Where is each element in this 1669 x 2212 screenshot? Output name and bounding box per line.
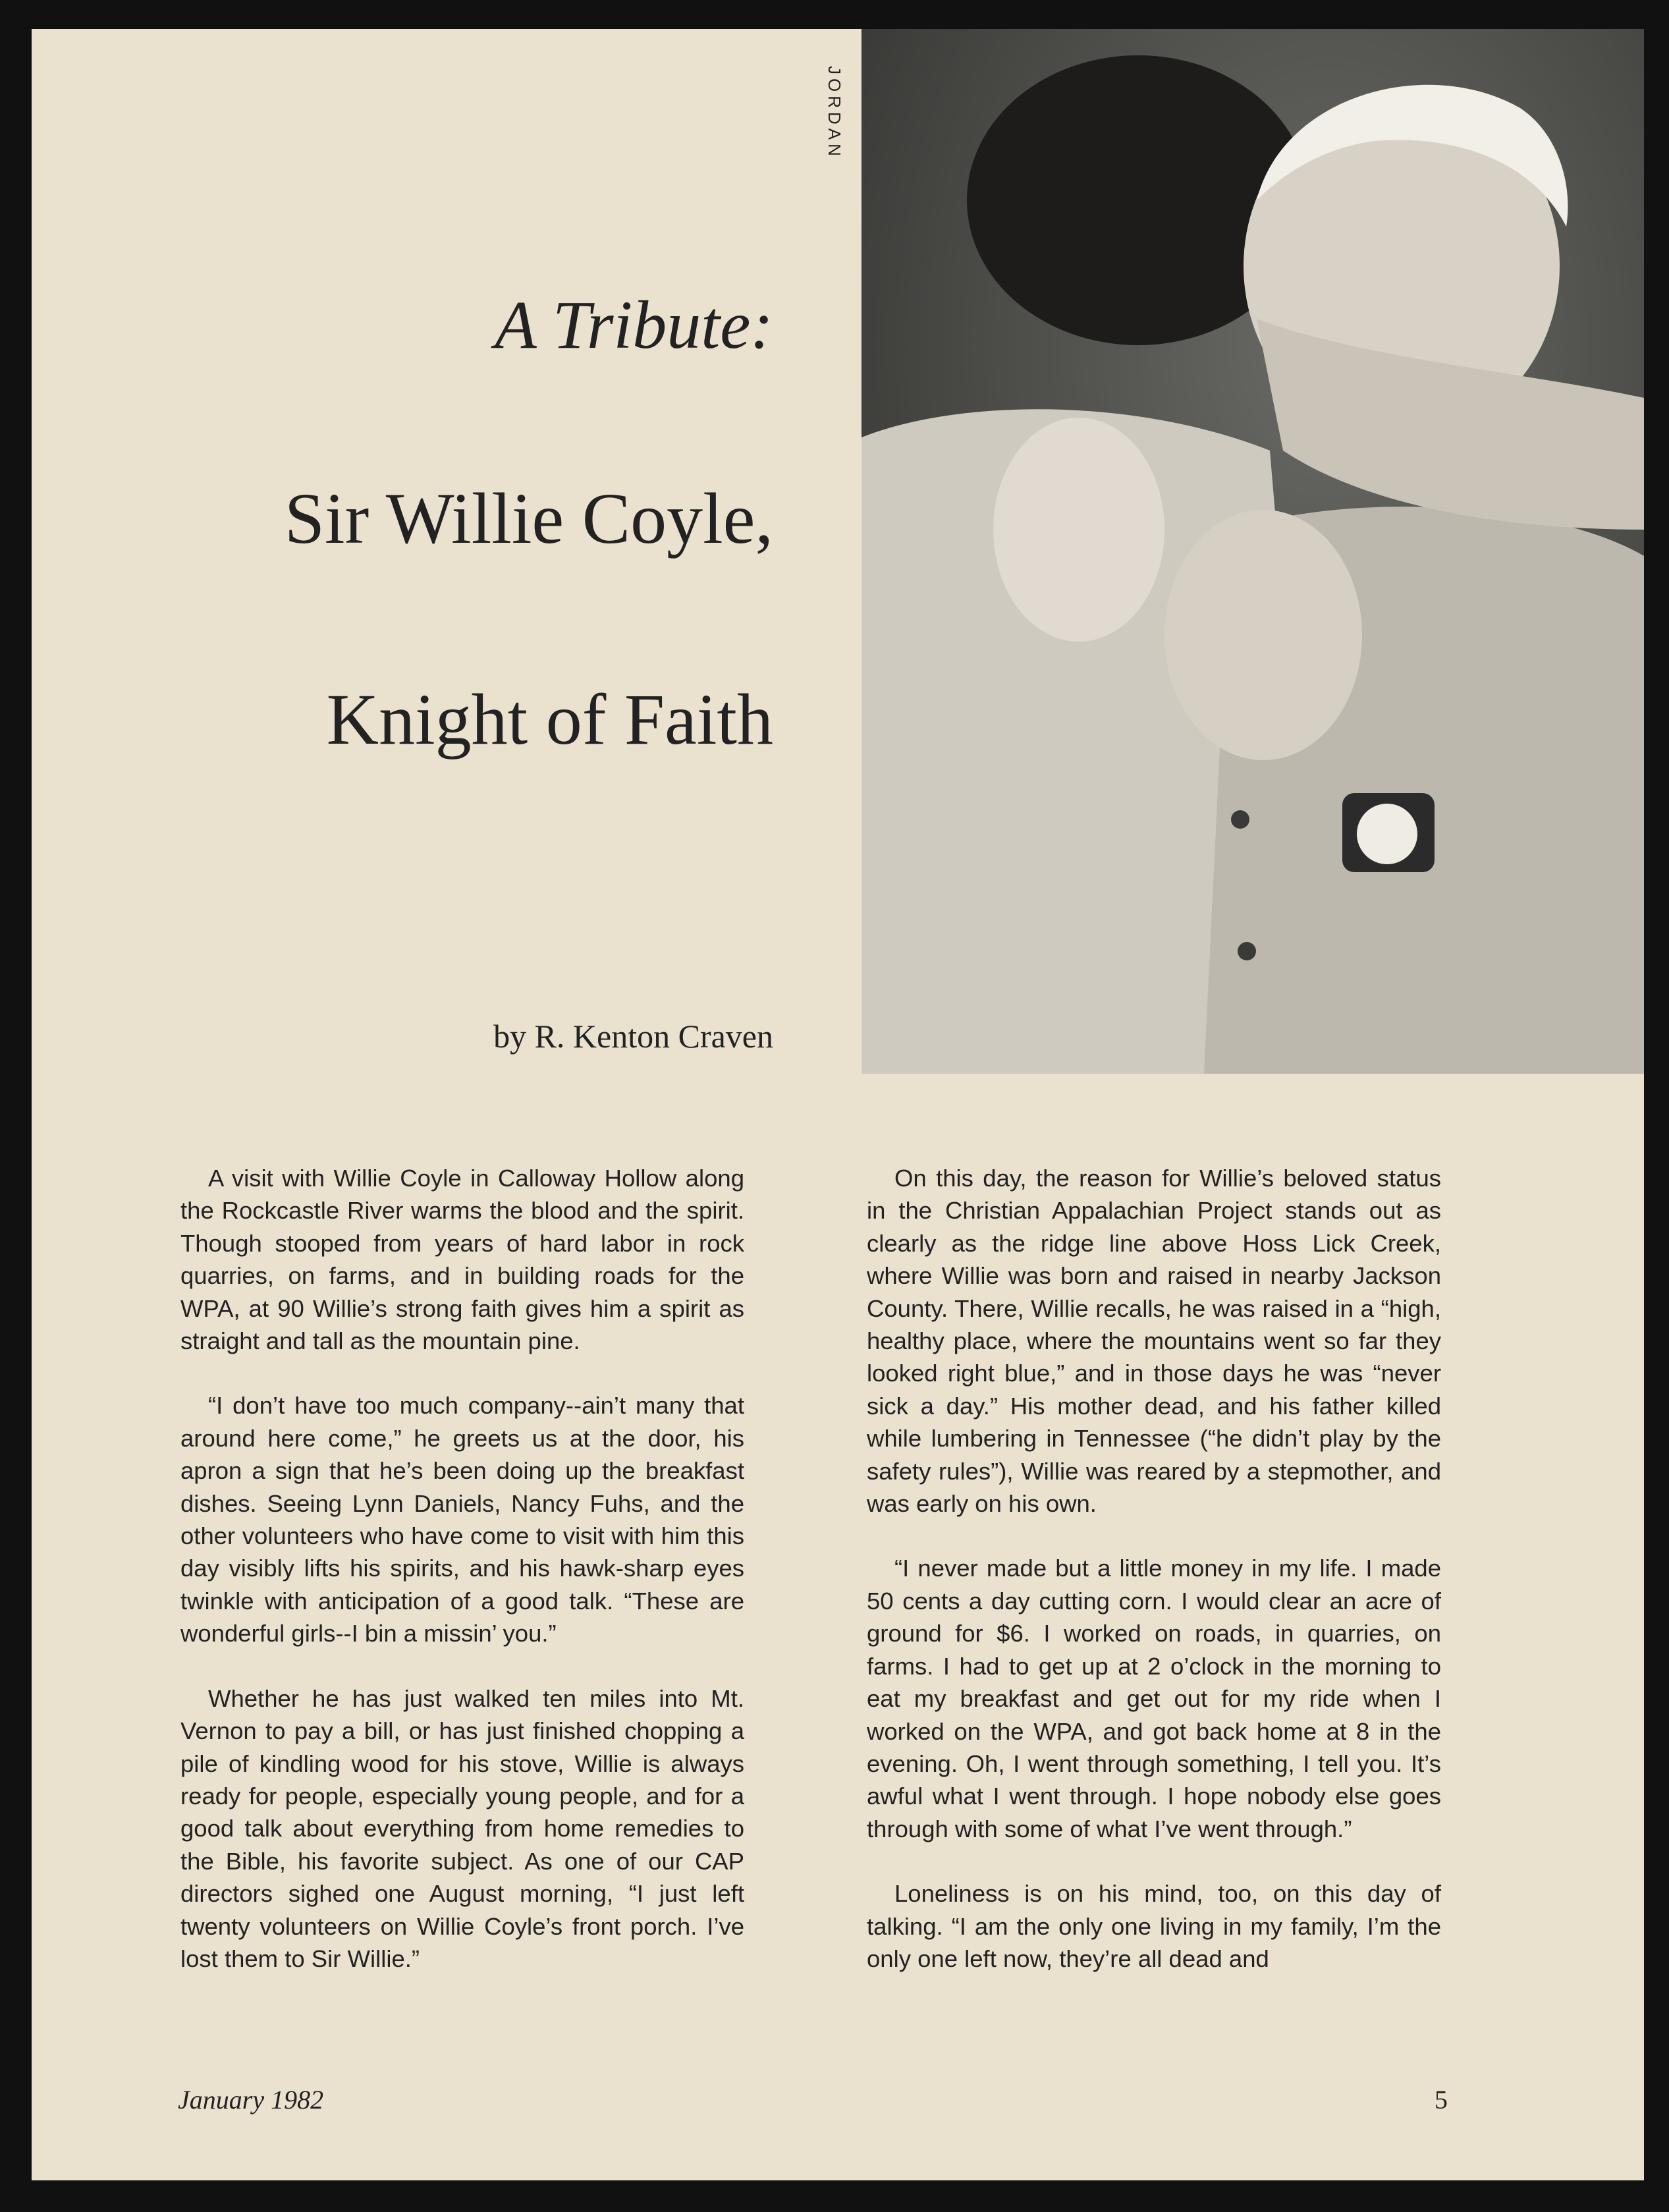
byline: by R. Kenton Craven [493, 1018, 773, 1055]
title-line-2: Knight of Faith [326, 679, 773, 760]
paragraph: “I don’t have too much company--ain’t many that around here come,” he greets us at the door, his apron a sign that he’s been doing up the breakfast dishes. Seeing Lynn Daniels, Nancy Fuhs, and the other volunteers who have come to visit with him this day visibly lifts his spirits, and his hawk-sharp eyes twinkle with anticipation of a good talk. “These are wonderful girls--I bin a missin’ you.” [180, 1392, 744, 1647]
body-column-left [180, 1162, 744, 2007]
title-kicker: A Tribute: [495, 287, 773, 363]
page-number: 5 [1435, 2085, 1448, 2115]
photo-credit: JORDAN [825, 66, 844, 160]
paragraph: “I never made but a little money in my life. I made 50 cents a day cutting corn. I would clear an acre of ground for $6. I worked on roads, in quarries, on farms. I had to get up at 2 o’clock in the morning to eat my breakfast and get out for my ride when I worked on the WPA, and got back home at 8 in the evening. Oh, I went through something, I tell you. It’s awful what I went through. I hope nobody else goes through with some of what I’ve went through.” [867, 1555, 1441, 1842]
magazine-page [32, 29, 1644, 2180]
body-column-right [867, 1162, 1441, 2007]
photo-image [862, 29, 1644, 1074]
paragraph: Whether he has just walked ten miles into Mt. Vernon to pay a bill, or has just finished chopping a pile of kindling wood for his stove, Willie is always ready for people, especially young people, and for a good talk about everything from home remedies to the Bible, his favorite subject. As one of our CAP directors sighed one August morning, “I just left twenty volunteers on Willie Coyle’s front porch. I’ve lost them to Sir Willie.” [180, 1684, 744, 1972]
folio-date: January 1982 [178, 2085, 324, 2115]
paragraph: Loneliness is on his mind, too, on this day of talking. “I am the only one living in my family, I’m the only one left now, they’re all dead and [867, 1880, 1441, 1972]
photo-embrace [862, 29, 1644, 1074]
title-line-1: Sir Willie Coyle, [284, 478, 773, 559]
paragraph: On this day, the reason for Willie’s beloved status in the Christian Appalachian Project stands out as clearly as the ridge line above Hoss Lick Creek, where Willie was born and raised in nearby Jackson County. There, Willie recalls, he was raised in a “high, healthy place, where the mountains went so far they looked right blue,” and in those days he was “never sick a day.” His mother dead, and his father killed while lumbering in Tennessee (“he didn’t play by the safety rules”), Willie was reared by a stepmother, and was early on his own. [867, 1165, 1441, 1518]
paragraph: A visit with Willie Coyle in Calloway Hollow along the Rockcastle River warms the blood and the spirit. Though stooped from years of hard labor in rock quarries, on farms, and in building roads for the WPA, at 90 Willie’s strong faith gives him a spirit as straight and tall as the mountain pine. [180, 1165, 744, 1355]
